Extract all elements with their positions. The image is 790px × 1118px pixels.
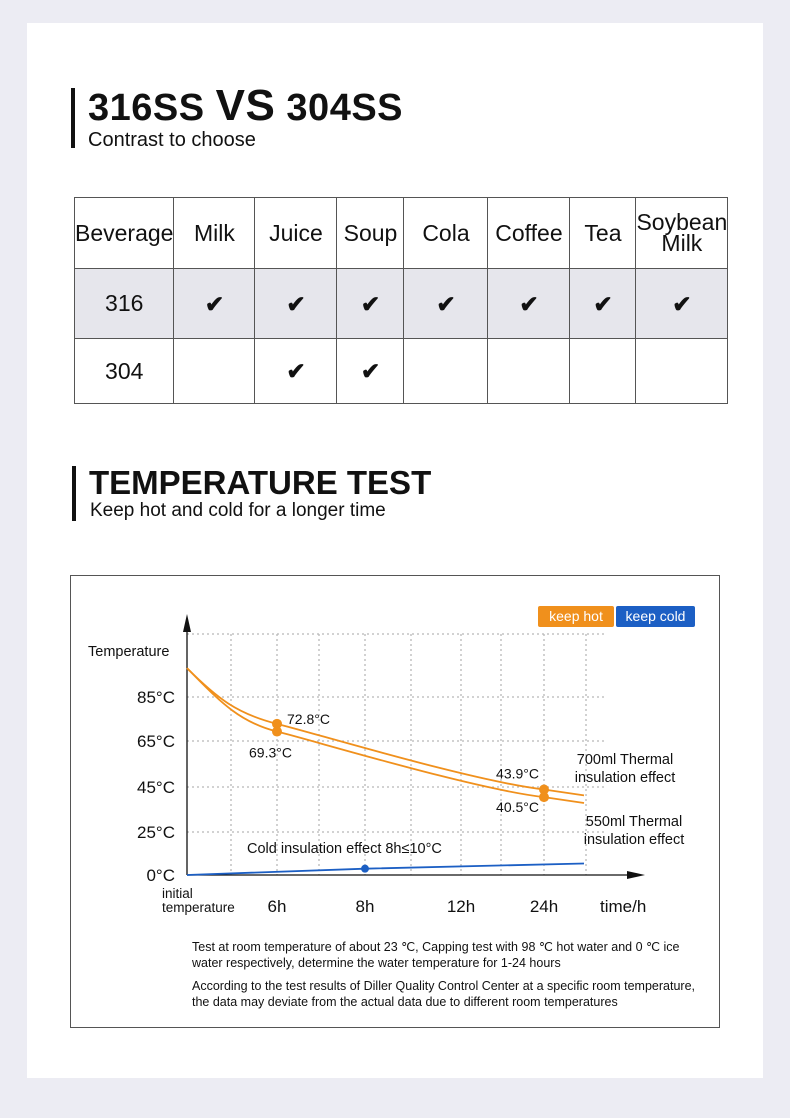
data-sources-note: According to the test results of Diller Quality Control Center at a specific room temperature, the data may deviate from the actual data due to different room temperatures <box>192 979 695 1009</box>
x-axis-label: time/h <box>600 897 647 916</box>
temperature-chart <box>70 575 720 1028</box>
heading-accent-bar <box>71 88 75 148</box>
series-line-550ml <box>187 668 584 803</box>
x-tick-label: temperature <box>162 900 235 915</box>
x-axis-arrow <box>627 871 645 879</box>
table-row <box>75 269 728 339</box>
check-cell <box>488 339 570 404</box>
title-304ss: 304SS <box>286 87 404 129</box>
data-label: 43.9°C <box>496 765 539 782</box>
x-tick-label: 12h <box>446 897 476 916</box>
table-row <box>75 339 728 404</box>
series-annotation: 550ml Thermal <box>585 814 683 830</box>
check-cell: ✔ <box>255 269 337 339</box>
x-tick-label: 24h <box>529 897 559 916</box>
table-header-cell: Juice <box>255 198 337 269</box>
x-tick-label: 8h <box>355 897 375 916</box>
check-cell: ✔ <box>636 269 728 339</box>
table-header-cell: Milk <box>174 198 255 269</box>
y-axis-arrow <box>183 614 191 632</box>
table-header-cell: Soybean Milk <box>636 198 728 269</box>
series-annotation: 700ml Thermal <box>576 752 674 768</box>
series-line-cold <box>187 864 584 875</box>
comparison-title <box>88 81 404 130</box>
check-cell: ✔ <box>174 269 255 339</box>
legend-keep-cold: keep cold <box>616 606 695 627</box>
check-cell <box>404 339 488 404</box>
table-header-cell: Soup <box>337 198 404 269</box>
check-cell: ✔ <box>337 269 404 339</box>
table-header-cell: Coffee <box>488 198 570 269</box>
y-tick-label: 85°C <box>137 688 175 707</box>
check-cell <box>174 339 255 404</box>
data-point <box>361 865 369 873</box>
check-cell: ✔ <box>255 339 337 404</box>
table-header-row <box>75 198 728 269</box>
x-tick-label: 6h <box>267 897 287 916</box>
check-cell <box>636 339 728 404</box>
y-tick-label: 65°C <box>137 732 175 751</box>
y-tick-label: 25°C <box>137 823 175 842</box>
check-cell <box>570 339 636 404</box>
data-point <box>539 792 549 802</box>
data-label: 72.8°C <box>287 710 330 727</box>
check-cell: ✔ <box>337 339 404 404</box>
check-cell: ✔ <box>570 269 636 339</box>
series-annotation: Cold insulation effect 8h≤10°C <box>247 841 442 857</box>
testing-environment-note: Test at room temperature of about 23 ℃, Capping test with 98 ℃ hot water and 0 ℃ ice water respectively, determine the water temperature for 1-24 hours <box>192 940 680 970</box>
table-header-cell: Tea <box>570 198 636 269</box>
data-label: 69.3°C <box>249 744 292 761</box>
testing-environment-tag: Testing environment: <box>83 949 185 961</box>
beverage-table <box>74 197 728 404</box>
data-point <box>272 727 282 737</box>
comparison-subtitle: Contrast to choose <box>88 129 256 151</box>
table-header-cell: Cola <box>404 198 488 269</box>
check-cell: ✔ <box>488 269 570 339</box>
row-label: 316 <box>75 269 174 339</box>
temperature-test-title: TEMPERATURE TEST <box>89 464 432 501</box>
y-axis-label: Temperature <box>88 644 170 660</box>
temperature-test-subtitle: Keep hot and cold for a longer time <box>90 500 386 521</box>
x-tick-label: initial <box>162 886 193 901</box>
y-tick-label: 45°C <box>137 778 175 797</box>
title-316ss: 316SS <box>88 87 205 129</box>
check-cell: ✔ <box>404 269 488 339</box>
title-vs: VS <box>215 81 276 130</box>
table-header-cell: Beverage <box>75 198 174 269</box>
heading-accent-bar <box>72 466 76 521</box>
y-tick-label: 0°C <box>146 866 175 885</box>
data-sources-tag: Data sources: <box>100 986 168 998</box>
data-label: 40.5°C <box>496 799 539 816</box>
series-annotation: insulation effect <box>574 770 676 786</box>
row-label: 304 <box>75 339 174 404</box>
legend-keep-hot: keep hot <box>538 606 614 627</box>
series-annotation: insulation effect <box>583 832 685 848</box>
